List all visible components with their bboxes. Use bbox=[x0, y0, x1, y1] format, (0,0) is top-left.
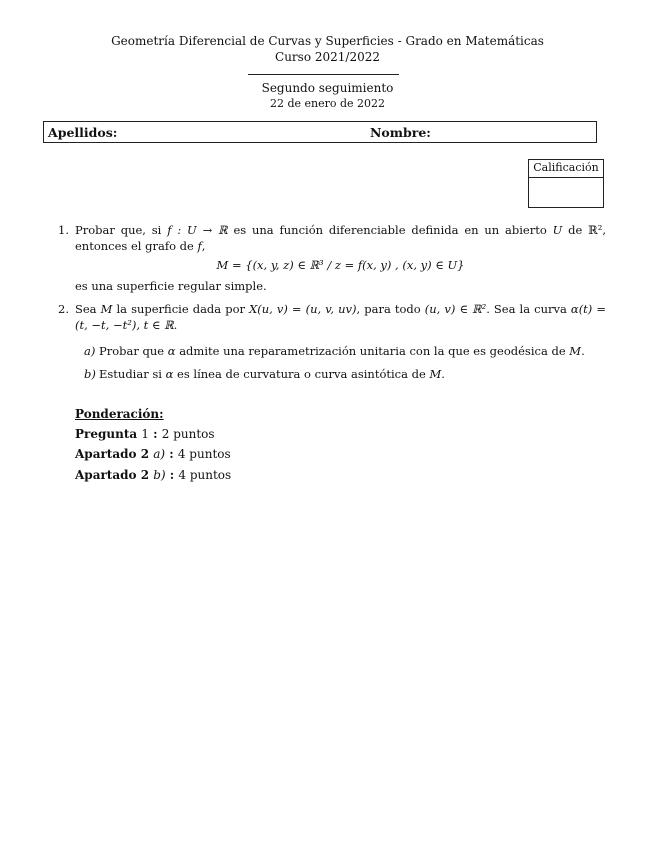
math-expression: α bbox=[165, 367, 174, 381]
item-text: . bbox=[581, 344, 585, 358]
weighting-points: 4 puntos bbox=[177, 447, 231, 461]
weighting-points: 4 puntos bbox=[178, 468, 232, 482]
math-expression: M bbox=[569, 344, 582, 358]
weighting-separator: : bbox=[165, 447, 178, 461]
math-expression: f : U → ℝ bbox=[167, 223, 228, 237]
weighting-title: Ponderación: bbox=[75, 407, 164, 421]
item-label: b) bbox=[84, 367, 96, 381]
header-divider bbox=[248, 74, 399, 75]
weighting-index: b) bbox=[153, 468, 166, 482]
weighting-row bbox=[75, 447, 231, 461]
list-item bbox=[84, 343, 604, 359]
exam-name: Segundo seguimiento bbox=[261, 81, 394, 95]
weighting-row bbox=[75, 427, 215, 441]
math-expression: U bbox=[552, 223, 563, 237]
grade-box bbox=[528, 159, 604, 208]
student-name-box bbox=[43, 121, 597, 143]
question-text: Sea bbox=[75, 302, 101, 316]
item-text: Estudiar si bbox=[99, 367, 166, 381]
weighting-index: a) bbox=[153, 447, 166, 461]
question-number: 2. bbox=[58, 302, 69, 316]
weighting-label: Pregunta bbox=[75, 427, 142, 441]
item-text: es línea de curvatura o curva asintótica de bbox=[173, 367, 430, 381]
math-expression: M bbox=[429, 367, 442, 381]
weighting-points: 2 puntos bbox=[161, 427, 215, 441]
course-title: Geometría Diferencial de Curvas y Superficies - Grado en Matemáticas bbox=[111, 34, 544, 48]
question-text: , para todo bbox=[356, 302, 425, 316]
question-text: la superficie dada por bbox=[112, 302, 250, 316]
item-text: Probar que bbox=[99, 344, 168, 358]
question-2 bbox=[58, 301, 606, 333]
math-expression: α bbox=[167, 344, 176, 358]
item-text: admite una reparametrización unitaria con la que es geodésica de bbox=[175, 344, 570, 358]
course-year: Curso 2021/2022 bbox=[275, 50, 380, 64]
question-text: es una función diferenciable definida en un abierto bbox=[227, 223, 553, 237]
exam-date: 22 de enero de 2022 bbox=[269, 97, 386, 110]
question-2-items bbox=[84, 343, 604, 389]
math-expression: M = {(x, y, z) ∈ ℝ³ / z = f(x, y) , (x, y) ∈ U} bbox=[216, 258, 465, 272]
question-1 bbox=[58, 222, 606, 294]
weighting-index: 1 bbox=[141, 427, 149, 441]
surname-label: Apellidos: bbox=[48, 125, 118, 140]
question-text: de ℝ², entonces el grafo de bbox=[75, 223, 607, 253]
question-text: , bbox=[201, 239, 206, 253]
math-expression: f bbox=[197, 239, 202, 253]
question-text: . bbox=[173, 318, 178, 332]
math-expression: (u, v) ∈ ℝ² bbox=[424, 302, 487, 316]
weighting-label: Apartado 2 bbox=[75, 468, 154, 482]
grade-label: Calificación bbox=[529, 160, 603, 178]
question-number: 1. bbox=[58, 223, 69, 237]
name-label: Nombre: bbox=[370, 125, 431, 140]
math-expression: α(t) = (t, −t, −t²), t ∈ ℝ bbox=[75, 302, 606, 332]
weighting-separator: : bbox=[165, 468, 179, 482]
math-expression: M bbox=[100, 302, 113, 316]
question-closing: es una superficie regular simple. bbox=[75, 279, 267, 293]
question-text: . Sea la curva bbox=[486, 302, 571, 316]
weighting-row bbox=[75, 468, 231, 482]
item-label: a) bbox=[84, 344, 96, 358]
math-expression: X(u, v) = (u, v, uv) bbox=[249, 302, 357, 316]
list-item bbox=[84, 366, 604, 382]
question-text: Probar que, si bbox=[75, 223, 168, 237]
item-text: . bbox=[441, 367, 445, 381]
weighting-label: Apartado 2 bbox=[75, 447, 154, 461]
weighting-separator: : bbox=[148, 427, 162, 441]
graph-formula bbox=[75, 257, 606, 273]
